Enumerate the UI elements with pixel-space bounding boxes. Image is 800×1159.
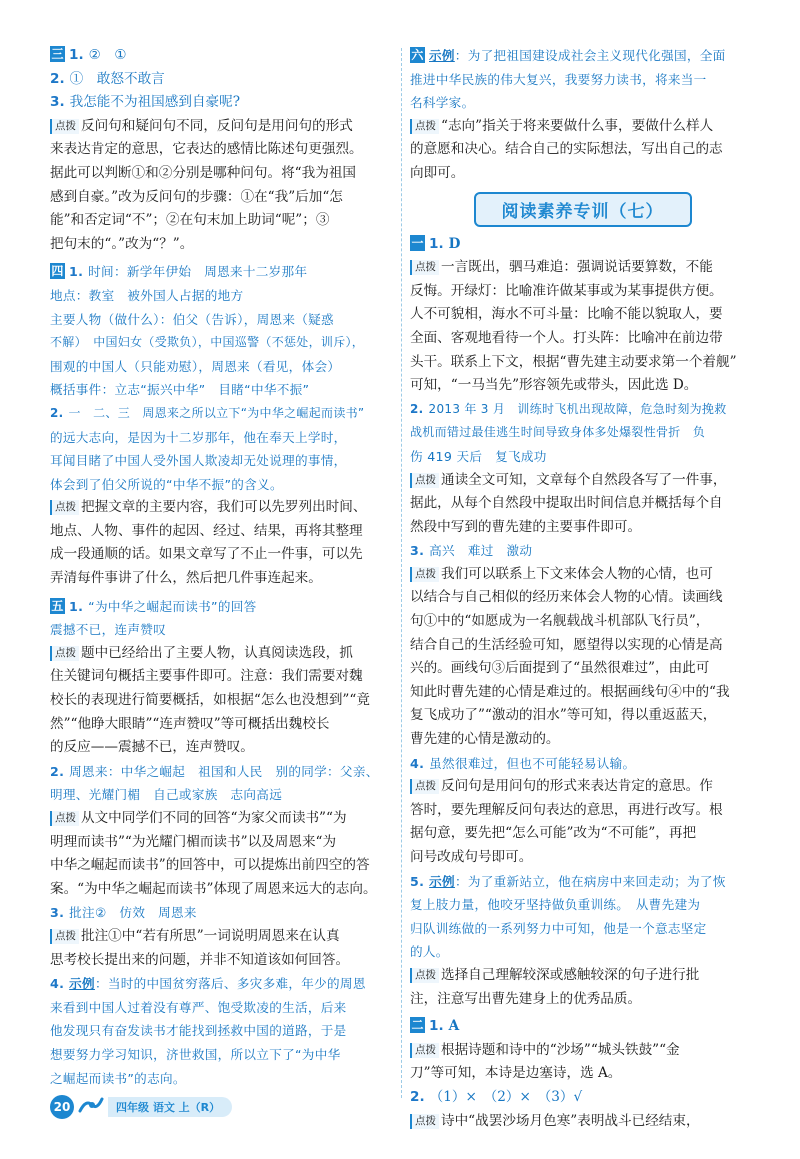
answer-text: 我怎能不为祖国感到自豪呢? <box>69 94 241 111</box>
section-3: 三 1. ② ① 2. ① 敢怒不敢言 3. 我怎能不为祖国感到自豪呢? 点拨 反问句和疑问句不同，反问句是用问句的形式 来表达肯定的意思，它表达的感情比陈述句更强烈。 据此可以判断①和②分别是哪种问句。将“我为祖国 感到自豪。”改为反问句的步骤：①在“我”后加“怎 能”和否定词“不”；②在句末加上助词“呢”；③ 把句末的“。”改为“？”。 <box>50 47 363 252</box>
example-label: 示例 <box>429 873 455 889</box>
right-column <box>410 44 755 1137</box>
tip-tag: 点拨 <box>50 646 79 661</box>
tip-tag: 点拨 <box>410 968 439 983</box>
tip-tag: 点拨 <box>410 1043 439 1058</box>
brand-logo-icon <box>78 1095 104 1119</box>
tip-tag: 点拨 <box>410 473 439 488</box>
tip-tag: 点拨 <box>50 500 79 515</box>
reading-part-2: 二 1. A 点拨 根据诗题和诗中的“沙场”“城头铁鼓”“金 刀”等可知，本诗是边塞诗，选 A。 2. （1）× （2）× （3）√ 点拨 诗中“战罢沙场月色寒”表明战斗已经结束， <box>410 1018 700 1129</box>
tip-tag: 点拨 <box>410 1114 439 1129</box>
section-5: 五 1. “为中华之崛起而读书”的回答 震撼不已，连声赞叹 点拨 题中已经给出了主要人物，认真阅读选段，抓 住关键词句概括主要事件即可。注意：我们需要对魏 校长的表现进行简要概括，如根据“怎么也没想到”“竟 然”“他睁大眼睛”“连声赞叹”等可概括出魏校长 的反应——震撼不已，连声赞叹。 2. 周恩来：中华之崛起 祖国和人民 别的同学：父亲、 明理、光耀门楣 自己或家族 志向高远 点拨 从文中同学们不同的回答“为家父而读书”“为 明理而读书”“为光耀门楣而读书”以及周恩来“为 中华之崛起而读书”的回答中，可以提炼出前四空的答 案。“为中华之崛起而读书”体现了周恩来远大的志向。 3. 批注② 仿效 周恩来 点拨 批注①中“若有所思”一词说明周恩来在认真 思考校长提出来的问题，并非不知道该如何回答。 4. 示例：当时的中国贫穷落后、多灾多难，年少的周恩 来看到中国人过着没有尊严、饱受欺凌的生活，后来 他发现只有奋发读书才能找到拯救中国的道路，于是 想要努力学习知识，济世救国，所以立下了“为中华 之崛起而读书”的志向。 <box>50 598 379 1086</box>
section-4: 四 1. 时间：新学年伊始 周恩来十二岁那年 地点：教室 被外国人占据的地方 主要人物（做什么）：伯父（告诉），周恩来（疑惑 不解） 中国妇女（受欺负），中国巡警（不惩处，训斥）， 围观的中国人（只能劝慰），周恩来（看见，体会） 概括事件：立志“振兴中华” 目睹“中华不振” 2. 一 二、三 周恩来之所以立下“为中华之崛起而读书” 的远大志向，是因为十二岁那年，他在奉天上学时， 耳闻目睹了中国人受外国人欺凌却无处说理的事情， 体会到了伯父所说的“中华不振”的含义。 点拨 把握文章的主要内容，我们可以先罗列出时间、 地点、人物、事件的起因、经过、结果，再将其整理 成一段通顺的话。如果文章写了不止一件事，可以先 弄清每件事讲了什么，然后把几件事连起来。 <box>50 264 367 587</box>
section-marker: 三 <box>51 47 64 61</box>
example-label: 示例 <box>69 976 95 992</box>
tip-tag: 点拨 <box>410 567 439 582</box>
reading-part-1: 一 1. D 点拨 一言既出，驷马难追：强调说话要算数，不能 反悔。开绿灯：比喻准许做某事或为某事提供方便。 人不可貌相，海水不可斗量：比喻不能以貌取人，要 全面、客观地看待一个人。打头阵：比喻冲在前边带 头干。联系上下文，根据“曹先建主动要求第一个着舰” 可知，“一马当先”形容领先或带头，因此选 D。 2. 2013 年 3 月 训练时飞机出现故障，危急时刻为挽救 战机而错过最佳逃生时间导致身体多处爆裂性骨折 负 伤 419 天后 复飞成功 点拨 通读全文可知，文章每个自然段各写了一件事， 据此，从每个自然段中提取出时间信息并概括每个自 然段中写到的曹先建的主要事件即可。 3. 高兴 难过 激动 点拨 我们可以联系上下文来体会人物的心情，也可 以结合与自己相似的经历来体会人物的心情。读画线 句①中的“如愿成为一名舰载战斗机部队飞行员”， 结合自己的生活经验可知，愿望得以实现的心情是高 兴的。画线句③后面提到了“虽然很难过”，由此可 知此时曹先建的心情是难过的。根据画线句④中的“我 复飞成功了”“激动的泪水”等可知，得以重返蓝天， 曹先建的心情是激动的。 4. 虽然很难过，但也不可能轻易认输。 点拨 反问句是用问句的形式来表达肯定的意思。作 答时，要先理解反问句表达的意思，再进行改写。根 据句意，要先把“怎么可能”改为“不可能”，再把 问号改成句号即可。 5. 示例：为了重新站立，他在病房中来回走动；为了恢 复上肢力量，他咬牙坚持做负重训练。 从曹先建为 归队训练做的一系列努力中可知，他是一个意志坚定 的人。 点拨 选择自己理解较深或感触较深的句子进行批 注，注意写出曹先建身上的优秀品质。 <box>410 235 737 1007</box>
example-label: 示例 <box>429 48 455 63</box>
section-marker: 二 <box>411 1018 424 1033</box>
section-marker: 五 <box>51 598 64 613</box>
footer-label: 四年级 语文 上（R） <box>108 1097 232 1117</box>
column-divider <box>401 48 402 1098</box>
answer-text: ② ① <box>88 47 127 63</box>
tip-tag: 点拨 <box>50 929 79 944</box>
section-heading: 阅读素养专训（七） <box>474 192 692 227</box>
section-6: 六 示例：为了把祖国建设成社会主义现代化强国，全面 推进中华民族的伟大复兴，我要努力读书，将来当一 名科学家。 点拨 “志向”指关于将来要做什么事，要做什么样人 的意愿和决心。结合自己的实际想法，写出自己的志 向即可。 <box>410 48 726 181</box>
section-marker: 四 <box>51 264 64 279</box>
page-footer <box>50 1094 232 1120</box>
section-heading-wrap <box>410 192 755 227</box>
page-number: 20 <box>50 1095 74 1119</box>
tip-tag: 点拨 <box>410 119 439 134</box>
left-column <box>50 44 395 1094</box>
section-marker: 六 <box>411 48 424 62</box>
answer-text: ① 敢怒不敢言 <box>69 70 165 87</box>
tip-tag: 点拨 <box>410 779 439 794</box>
tip-tag: 点拨 <box>410 260 439 275</box>
section-marker: 一 <box>411 235 424 250</box>
tip-tag: 点拨 <box>50 811 79 826</box>
tip-tag: 点拨 <box>50 119 79 134</box>
